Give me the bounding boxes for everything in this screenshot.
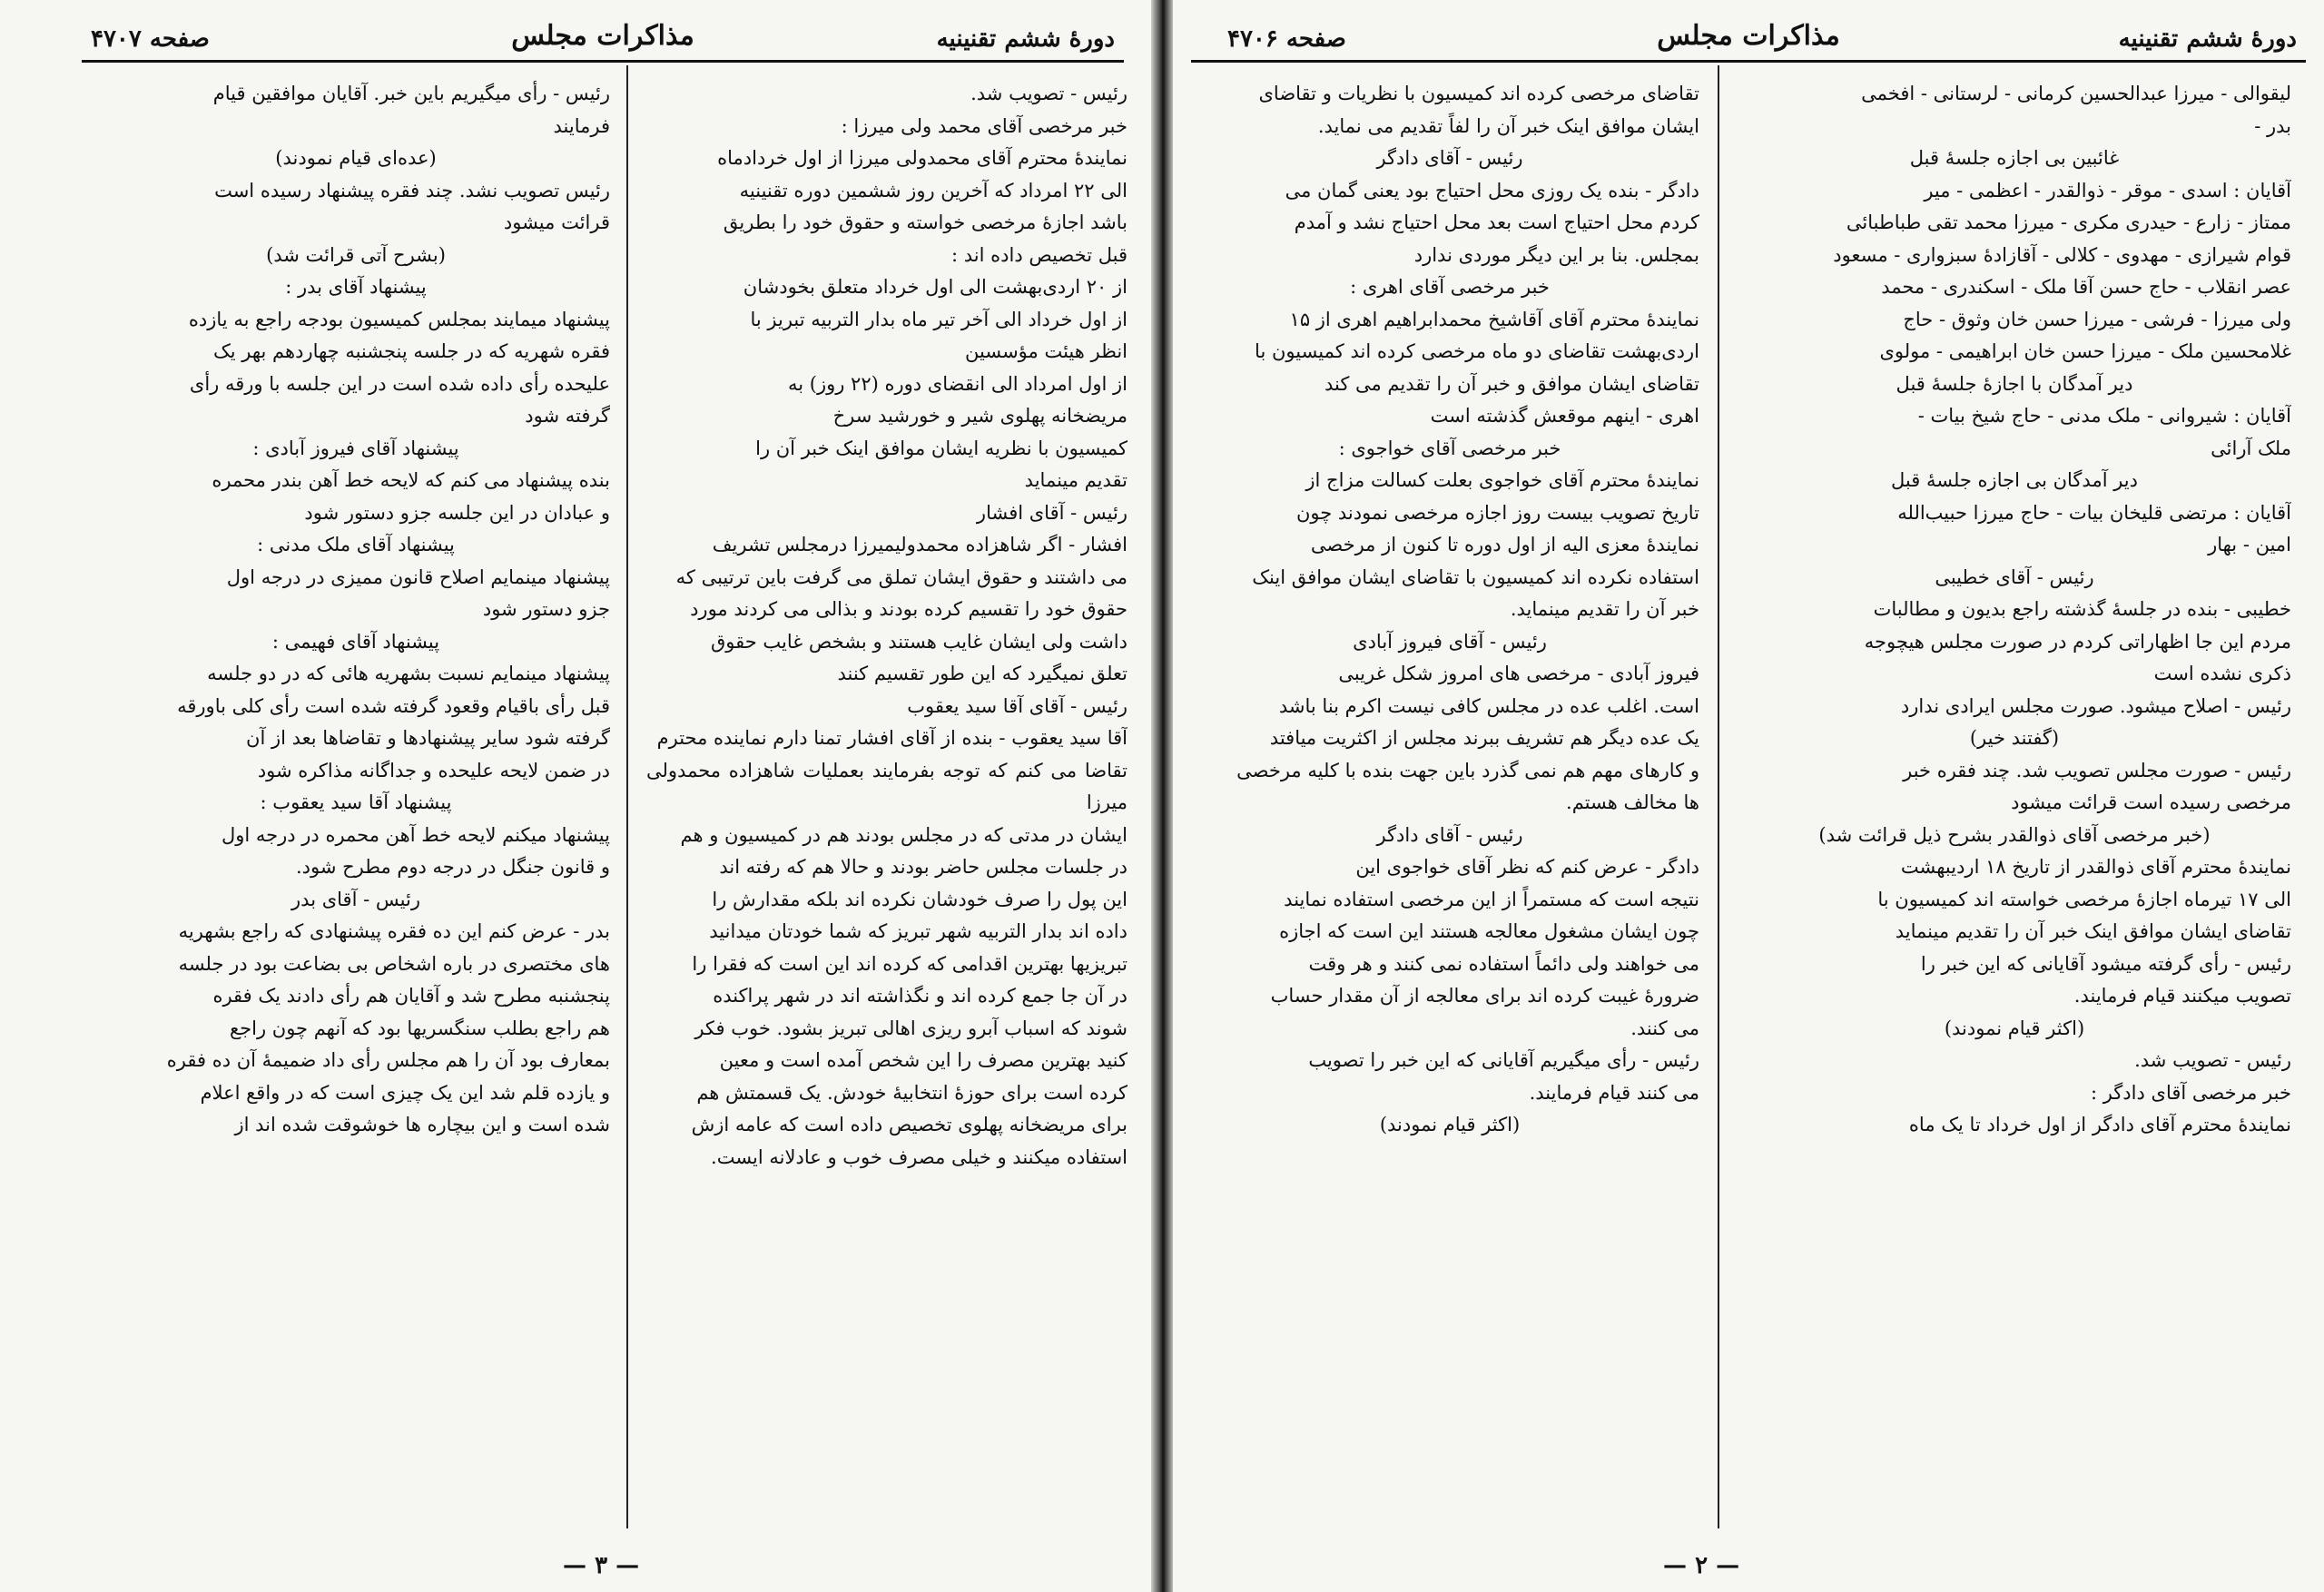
text-line: عصر انقلاب - حاج حسن آقا ملک - اسکندری - محمد — [1881, 276, 2291, 298]
text-line: ملک آرائی — [2211, 437, 2291, 459]
text-line: فرمایند — [553, 114, 610, 137]
right-column-divider — [1718, 65, 1719, 1528]
right-page-header — [1191, 20, 2306, 56]
left-page-right-column — [646, 78, 1128, 1538]
text-line: (عده‌ای قیام نمودند) — [275, 147, 437, 169]
text-line: باشد اجازهٔ مرخصی خواسته و حقوق خود را بطریق — [723, 211, 1128, 233]
text-line: چون ایشان مشغول معالجه هستند این است که اجازه — [1279, 920, 1699, 942]
text-line: و عبادان در این جلسه جزو دستور شود — [304, 501, 610, 524]
text-line: رئیس - آقای دادگر — [1376, 147, 1523, 169]
text-line: استفاده نکرده اند کمیسیون با تقاضای ایشان موافق اینک — [1252, 565, 1699, 588]
text-line: یک عده دیگر هم تشریف ببرند مجلس از اکثریت میافتد — [1269, 727, 1699, 749]
text-line: رئیس - آقای فیروز آبادی — [1353, 630, 1547, 653]
text-line: نمایندهٔ محترم آقای آقاشیخ محمدابراهیم اهری از ۱۵ — [1289, 308, 1699, 330]
text-line: تقاضای ایشان موافق اینک خبر آن را تقدیم مینماید — [1895, 920, 2291, 942]
text-line: نمایندهٔ محترم آقای خواجوی بعلت کسالت مزاج از — [1305, 469, 1699, 491]
book-spine — [1151, 0, 1173, 1592]
text-line: در ضمن لایحه علیحده و جداگانه مذاکره شود — [257, 759, 610, 781]
text-line: رئیس - آقای بدر — [291, 888, 420, 910]
text-line: پیشنهاد مینمایم اصلاح قانون ممیزی در درجه اول — [226, 565, 610, 588]
text-line: بمعارف بود آن را هم مجلس رأی داد ضمیمهٔ آن ده فقره — [166, 1049, 610, 1071]
text-line: (اکثر قیام نمودند) — [1944, 1017, 2085, 1039]
text-line: ایشان موافق اینک خبر آن را لفاً تقدیم می نماید. — [1317, 114, 1699, 137]
left-column-divider — [626, 65, 628, 1528]
text-line: و قانون جنگل در درجه دوم مطرح شود. — [295, 856, 610, 878]
text-line: در آن جا جمع کرده اند و نگذاشته اند در شهر پراکنده — [713, 985, 1128, 1007]
text-line: رئیس - اصلاح میشود. صورت مجلس ایرادی ندارد — [1900, 694, 2291, 717]
text-line: ذکری نشده است — [2153, 663, 2291, 684]
text-line: تقدیم مینماید — [1024, 469, 1128, 491]
text-line: مرخصی رسیده است قرائت میشود — [2011, 791, 2291, 813]
text-line: از اول خرداد الی آخر تیر ماه بدار التربیه تبریز با — [750, 308, 1128, 330]
text-line: آقایان : مرتضی قلیخان بیات - حاج میرزا حبیب‌الله — [1897, 501, 2291, 524]
text-line: پیشنهاد میمایند بمجلس کمیسیون بودجه راجع به یازده — [188, 308, 610, 330]
text-line: دیر آمدگان با اجازهٔ جلسهٔ قبل — [1896, 372, 2133, 395]
text-line: رئیس - تصویب شد. — [2134, 1049, 2291, 1071]
left-page-left-column — [102, 78, 610, 1538]
text-line: می کنند. — [1630, 1017, 1699, 1039]
text-line: پیشنهاد آقای فیروز آبادی : — [252, 437, 459, 459]
text-line: تقاضای مرخصی کرده اند کمیسیون با نظریات و تقاضای — [1258, 83, 1699, 104]
text-line: (گفتند خیر) — [1969, 727, 2060, 749]
text-line: فقره شهریه که در جلسه پنجشنبه چهاردهم بهر یک — [212, 340, 610, 362]
text-line: مریضخانه پهلوی شیر و خورشید سرخ — [832, 405, 1128, 427]
text-line: خبر مرخصی آقای دادگر : — [2090, 1081, 2291, 1104]
text-line: کرده است برای حوزهٔ انتخابیهٔ خودش. یک قسمتش هم — [696, 1081, 1128, 1104]
text-line: غلامحسین ملک - میرزا حسن خان ابراهیمی - مولوی — [1879, 340, 2291, 362]
text-line: پیشنهاد مینمایم نسبت بشهریه هائی که در دو جلسه — [207, 663, 610, 684]
right-page — [1173, 0, 2324, 1592]
text-line: هم راجع بطلب سنگسریها بود که آنهم چون راجع — [229, 1017, 610, 1039]
left-header-rule — [82, 60, 1124, 63]
text-line: پنجشنبه مطرح شد و آقایان هم رأی دادند یک فقره — [212, 985, 610, 1007]
text-line: افشار - اگر شاهزاده محمدولیمیرزا درمجلس تشریف — [712, 534, 1128, 555]
text-line: قبل تخصیص داده اند : — [951, 243, 1128, 266]
text-line: رئیس - آقای افشار — [976, 501, 1128, 524]
left-header-page-number: صفحه ۴۷۰۷ — [91, 25, 210, 53]
text-line: شوند که اسباب آبرو ریزی اهالی تبریز بشود. خوب فکر — [694, 1017, 1128, 1039]
text-line: رئیس - رأی میگیریم باین خبر. آقایان موافقین قیام — [212, 83, 610, 104]
text-line: خبر آن را تقدیم مینماید. — [1510, 598, 1699, 620]
text-line: تقاضا می کنم که توجه بفرمایند بعملیات شاهزاده محمدولی میرزا — [646, 759, 1128, 813]
text-line: حقوق خود را تقسیم کرده بودند و بذالی می کردند مورد — [690, 598, 1128, 620]
text-line: بمجلس. بنا بر این دیگر موردی ندارد — [1413, 243, 1699, 266]
text-line: خبر مرخصی آقای اهری : — [1350, 276, 1550, 298]
right-page-right-column — [1738, 78, 2291, 1538]
text-line: رئیس - تصویب شد. — [970, 83, 1128, 104]
text-line: نمایندهٔ معزی الیه از اول دوره تا کنون از مرخصی — [1310, 534, 1699, 555]
text-line: می داشتند و حقوق ایشان تملق می گرفت باین ترتیبی که — [675, 565, 1128, 588]
left-footer-page-number: — ۳ — — [563, 1552, 640, 1579]
left-page — [0, 0, 1151, 1592]
text-line: رئیس تصویب نشد. چند فقره پیشنهاد رسیده است — [214, 179, 610, 201]
text-line: ضرورهٔ غیبت کرده اند برای معالجه از آن مقدار حساب — [1270, 985, 1699, 1007]
text-line: بنده پیشنهاد می کنم که لایحه خط آهن بندر محمره — [212, 469, 610, 491]
text-line: و یازده قلم شد این یک چیزی است که در واقع اعلام — [200, 1081, 610, 1104]
text-line: انظر هیئت مؤسسین — [965, 340, 1128, 362]
text-line: پیشنهاد آقا سید یعقوب : — [260, 791, 452, 813]
text-line: گرفته شود — [525, 405, 610, 427]
text-line: علیحده رأی داده شده است در این جلسه با ورقه رأی — [189, 372, 610, 395]
text-line: قبل رأی باقیام وقعود گرفته شده است رأی کلی باورقه — [177, 694, 610, 717]
text-line: می کنند قیام فرمایند. — [1529, 1081, 1699, 1104]
text-line: تبریزیها بهترین اقدامی که کرده اند این است که فقرا را — [692, 952, 1128, 975]
text-line: از ۲۰ اردی‌بهشت الی اول خرداد متعلق بخودشان — [743, 276, 1128, 298]
text-line: نمایندهٔ محترم آقای محمدولی میرزا از اول خردادماه — [717, 147, 1128, 169]
right-page-left-column — [1200, 78, 1699, 1538]
text-line: بدر - عرض کنم این ده فقره پیشنهادی که راجع بشهریه — [178, 920, 610, 942]
text-line: و کارهای مهم هم نمی گذرد باین جهت بنده با کلیه مرخصی — [1236, 759, 1699, 781]
right-header-page-number: صفحه ۴۷۰۶ — [1227, 25, 1346, 53]
text-line: داشت ولی ایشان غایب هستند و بشخص غایب حقوق — [710, 630, 1128, 653]
text-line: مردم این جا اظهاراتی کردم در صورت مجلس هیچوجه — [1864, 630, 2291, 653]
text-line: دادگر - بنده یک روزی محل احتیاج بود یعنی گمان می — [1285, 179, 1699, 201]
text-line: ولی میرزا - فرشی - میرزا حسن خان وثوق - حاج — [1903, 308, 2291, 330]
text-line: پیشنهاد میکنم لایحه خط آهن محمره در درجه اول — [221, 823, 610, 846]
text-line: الی ۱۷ تیرماه اجازهٔ مرخصی خواسته اند کمیسیون با — [1877, 888, 2291, 910]
text-line: آقا سید یعقوب - بنده از آقای افشار تمنا دارم نماینده محترم — [656, 727, 1128, 749]
text-line: (بشرح آتی قرائت شد) — [266, 243, 446, 266]
text-line: بدر - — [2254, 114, 2291, 137]
text-line: نمایندهٔ محترم آقای دادگر از اول خرداد تا یک ماه — [1908, 1114, 2291, 1135]
right-header-session: دورهٔ ششم تقنینیه — [2118, 25, 2297, 53]
text-line: در جلسات مجلس حاضر بودند و حالا هم که رفته اند — [719, 856, 1128, 878]
text-line: فیروز آبادی - مرخصی های امروز شکل غریبی — [1338, 663, 1699, 684]
text-line: قرائت میشود — [503, 211, 610, 233]
text-line: قوام شیرازی - مهدوی - کلالی - آقازادهٔ سبزواری - مسعود — [1833, 243, 2291, 266]
text-line: خطیبی - بنده در جلسهٔ گذشته راجع بدیون و مطالبات — [1873, 598, 2291, 620]
left-page-header — [82, 20, 1124, 56]
text-line: پیشنهاد آقای ملک مدنی : — [257, 534, 455, 555]
text-line: تقاضای ایشان موافق و خبر آن را تقدیم می کند — [1324, 372, 1699, 395]
text-line: است. اغلب عده در مجلس کافی نیست اکرم بنا باشد — [1278, 694, 1699, 717]
text-line: جزو دستور شود — [482, 598, 610, 620]
text-line: (خبر مرخصی آقای ذوالقدر بشرح ذیل قرائت شد) — [1818, 823, 2211, 846]
text-line: اهری - اینهم موقعش گذشته است — [1430, 405, 1699, 427]
text-line: نتیجه است که مستمراً از این مرخصی استفاده نمایند — [1284, 888, 1699, 910]
text-line: ها مخالف هستم. — [1566, 791, 1699, 813]
text-line: داده اند بدار التربیه شهر تبریز که شما خودتان میدانید — [709, 920, 1128, 942]
text-line: تاریخ تصویب بیست روز اجازه مرخصی نمودند چون — [1295, 501, 1699, 524]
text-line: پیشنهاد آقای بدر : — [285, 276, 427, 298]
text-line: خبر مرخصی آقای محمد ولی میرزا : — [841, 114, 1128, 137]
right-header-rule — [1191, 60, 2306, 63]
left-header-session: دورهٔ ششم تقنینیه — [936, 25, 1115, 53]
text-line: شده است و این بیچاره ها خوشوقت شده اند از — [234, 1114, 610, 1135]
text-line: لیقوالی - میرزا عبدالحسین کرمانی - لرستانی - افخمی — [1861, 83, 2291, 104]
text-line: پیشنهاد آقای فهیمی : — [271, 630, 440, 653]
text-line: رئیس - رأی گرفته میشود آقایانی که این خبر را — [1920, 952, 2291, 975]
text-line: تعلق نمیگیرد که این طور تقسیم کنند — [837, 663, 1128, 684]
text-line: ممتاز - زارع - حیدری مکری - میرزا محمد تقی طباطبائی — [1846, 211, 2291, 233]
text-line: کردم محل احتیاج است بعد محل احتیاج نشد و آمدم — [1294, 211, 1699, 233]
text-line: آقایان : اسدی - موقر - ذوالقدر - اعظمی - میر — [1924, 179, 2291, 201]
text-line: اردی‌بهشت تقاضای دو ماه مرخصی کرده اند کمیسیون با — [1255, 340, 1699, 362]
text-line: این پول را صرف خودشان نکرده اند بلکه مقدارش را — [712, 888, 1128, 910]
text-line: آقایان : شیروانی - ملک مدنی - حاج شیخ بیات - — [1917, 405, 2291, 427]
right-header-title: مذاکرات مجلس — [1657, 20, 1840, 52]
text-line: رئیس - آقای آقا سید یعقوب — [907, 694, 1128, 717]
text-line: رئیس - آقای خطیبی — [1935, 565, 2094, 588]
text-line: های مختصری در باره اشخاص بی بضاعت بود در جلسه — [178, 952, 610, 975]
text-line: دادگر - عرض کنم که نظر آقای خواجوی این — [1355, 856, 1699, 878]
text-line: می خواهند ولی دائماً استفاده نمی کنند و هر وقت — [1308, 952, 1699, 975]
text-line: استفاده میکنند و خیلی مصرف خوب و عادلانه ایست. — [711, 1145, 1128, 1168]
text-line: کمیسیون با نظریه ایشان موافق اینک خبر آن را — [755, 437, 1128, 459]
text-line: رئیس - رأی میگیریم آقایانی که این خبر را تصویب — [1308, 1049, 1699, 1071]
left-header-title: مذاکرات مجلس — [511, 20, 694, 52]
text-line: تصویب میکنند قیام فرمایند. — [2073, 985, 2291, 1007]
text-line: رئیس - آقای دادگر — [1376, 823, 1523, 846]
text-line: گرفته شود سایر پیشنهادها و تقاضاها بعد از آن — [246, 727, 610, 749]
text-line: از اول امرداد الی انقضای دوره (۲۲ روز) به — [787, 372, 1128, 395]
text-line: امین - بهار — [2208, 534, 2291, 555]
text-line: برای مریضخانه پهلوی تخصیص داده است که عامه ازش — [691, 1114, 1128, 1135]
text-line: کنید بهترین مصرف را این شخص آمده است و معین — [719, 1049, 1128, 1071]
text-line: الی ۲۲ امرداد که آخرین روز ششمین دوره تقنینیه — [739, 179, 1128, 201]
text-line: دیر آمدگان بی اجازه جلسهٔ قبل — [1891, 469, 2138, 491]
right-footer-page-number: — ۲ — — [1663, 1552, 1740, 1579]
text-line: رئیس - صورت مجلس تصویب شد. چند فقره خبر — [1903, 759, 2291, 781]
text-line: ایشان در مدتی که در مجلس بودند هم در کمیسیون و هم — [680, 823, 1128, 846]
text-line: نمایندهٔ محترم آقای ذوالقدر از تاریخ ۱۸ اردیبهشت — [1900, 856, 2291, 878]
text-line: خبر مرخصی آقای خواجوی : — [1338, 437, 1561, 459]
text-line: (اکثر قیام نمودند) — [1379, 1114, 1521, 1135]
text-line: غائبین بی اجازه جلسهٔ قبل — [1909, 147, 2120, 169]
